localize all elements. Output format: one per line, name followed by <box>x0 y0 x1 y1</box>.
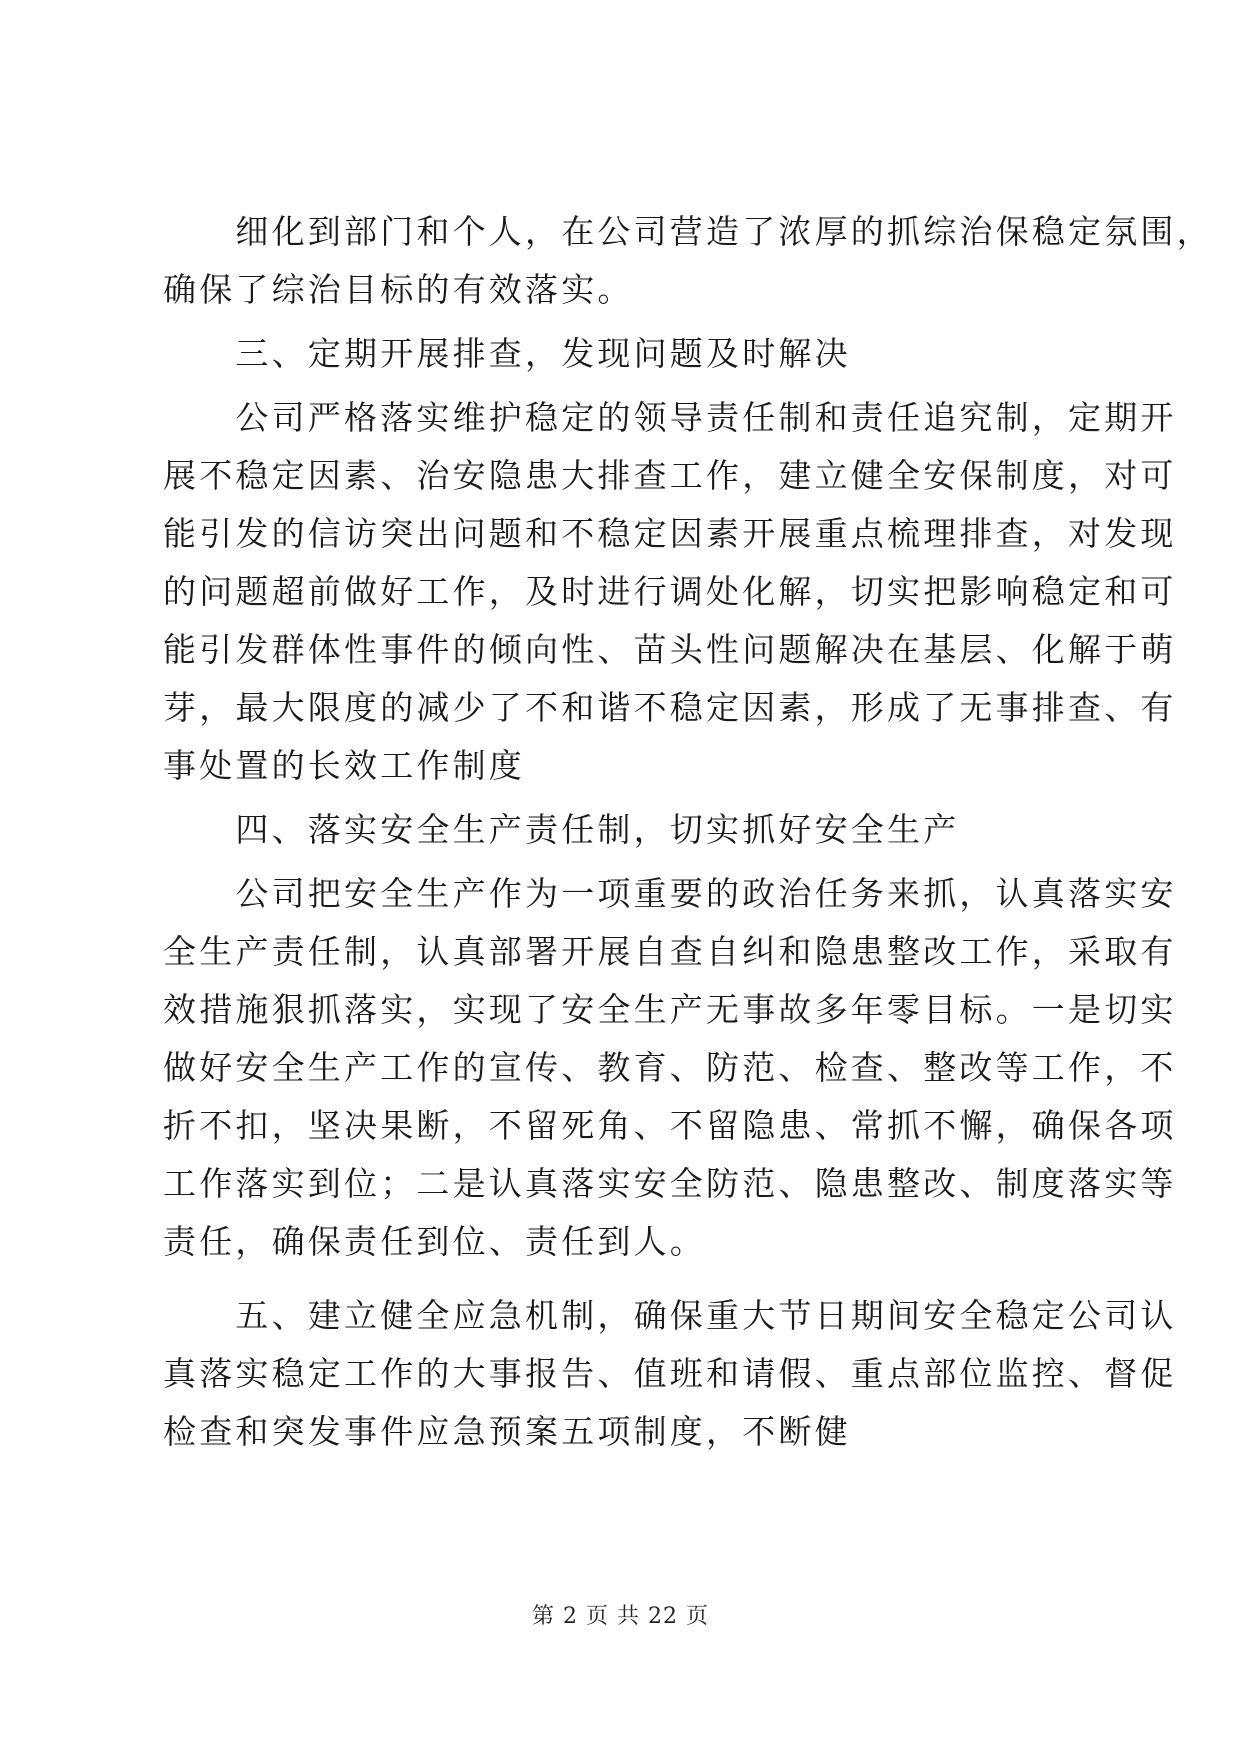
body-line: 能引发群体性事件的倾向性、苗头性问题解决在基层、化解于萌 <box>163 630 1177 669</box>
section-heading: 四、落实安全生产责任制，切实抓好安全生产 <box>163 810 960 849</box>
body-line: 展不稳定因素、治安隐患大排查工作，建立健全安保制度，对可 <box>163 456 1177 495</box>
body-line: 确保了综治目标的有效落实。 <box>163 270 634 309</box>
body-line: 事处置的长效工作制度 <box>163 746 525 785</box>
body-line: 责任，确保责任到位、责任到人。 <box>163 1222 706 1261</box>
body-line: 能引发的信访突出问题和不稳定因素开展重点梳理排查，对发现 <box>163 514 1177 553</box>
body-line: 真落实稳定工作的大事报告、值班和请假、重点部位监控、督促 <box>163 1354 1177 1393</box>
body-line: 做好安全生产工作的宣传、教育、防范、检查、整改等工作，不 <box>163 1048 1177 1087</box>
body-line: 全生产责任制，认真部署开展自查自纠和隐患整改工作，采取有 <box>163 932 1177 971</box>
page-footer: 第 2 页 共 22 页 <box>532 1604 709 1629</box>
body-line: 公司严格落实维护稳定的领导责任制和责任追究制，定期开 <box>163 398 1177 437</box>
body-line: 检查和突发事件应急预案五项制度，不断健 <box>163 1412 851 1451</box>
body-line: 效措施狠抓落实，实现了安全生产无事故多年零目标。一是切实 <box>163 990 1177 1029</box>
body-line: 公司把安全生产作为一项重要的政治任务来抓，认真落实安 <box>163 874 1177 913</box>
body-line: 折不扣，坚决果断，不留死角、不留隐患、常抓不懈，确保各项 <box>163 1106 1177 1145</box>
body-line: 五、建立健全应急机制，确保重大节日期间安全稳定公司认 <box>163 1296 1177 1335</box>
body-line: 的问题超前做好工作，及时进行调处化解，切实把影响稳定和可 <box>163 572 1177 611</box>
body-line: 细化到部门和个人，在公司营造了浓厚的抓综治保稳定氛围， <box>163 212 1213 251</box>
body-line: 工作落实到位；二是认真落实安全防范、隐患整改、制度落实等 <box>163 1164 1177 1203</box>
body-line: 芽，最大限度的减少了不和谐不稳定因素，形成了无事排查、有 <box>163 688 1177 727</box>
section-heading: 三、定期开展排查，发现问题及时解决 <box>163 334 851 373</box>
